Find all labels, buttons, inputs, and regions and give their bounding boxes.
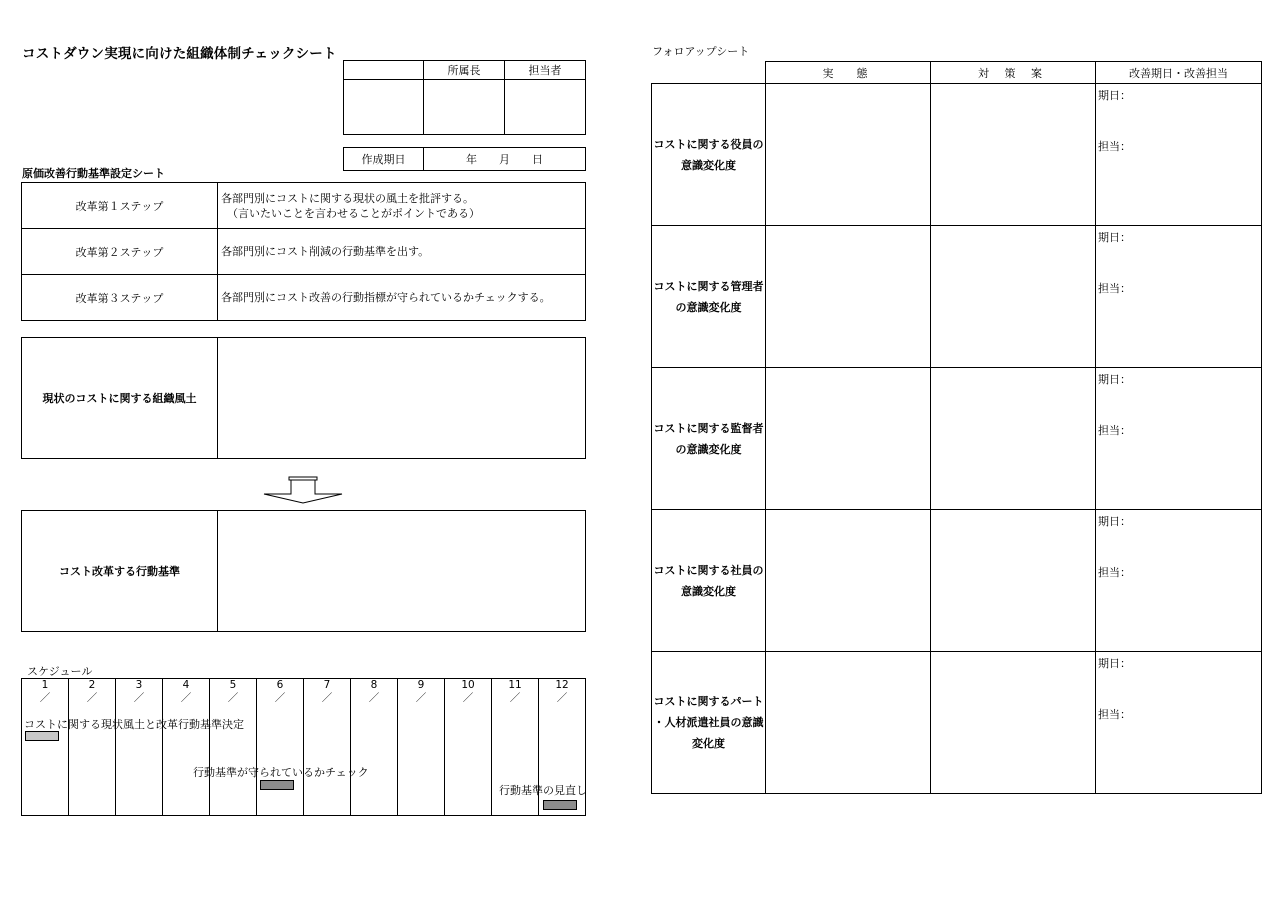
schedule-month-number: 12 [555,679,569,691]
followup-row-label [652,510,766,652]
page-title: コストダウン実現に向けた組織体制チェックシート [22,46,337,62]
schedule-month-slash: ／ [133,692,145,704]
approval-table [343,60,586,135]
schedule-month-number: 8 [370,679,378,691]
schedule-month-body[interactable] [398,707,445,816]
schedule-bar [25,731,59,741]
approval-head-manager: 所属長 [424,61,505,80]
followup-row-label-line: 意識変化度 [681,158,736,172]
schedule-month-cell [492,679,539,708]
followup-deadline-cell[interactable] [1096,510,1262,652]
deadline-label: 期日： [1098,515,1131,528]
current-culture-field[interactable] [218,338,586,459]
owner-label: 担当： [1098,424,1131,437]
schedule-month-number: 1 [41,679,49,691]
schedule-month-body[interactable] [257,707,304,816]
followup-row [652,84,1262,226]
schedule-month-number: 10 [461,679,475,691]
followup-col-plan: 対 策 案 [931,62,1096,84]
followup-title: フォロアップシート [652,45,750,58]
schedule-month-cell [351,679,398,708]
step-description: 各部門別にコスト削減の行動基準を出す。 [218,229,586,275]
schedule-month-slash: ／ [556,692,568,704]
followup-deadline-cell[interactable] [1096,84,1262,226]
followup-actual-cell[interactable] [766,510,931,652]
followup-row-label [652,652,766,794]
schedule-month-slash: ／ [274,692,286,704]
followup-row-label-line: コストに関する社員の [653,563,764,577]
schedule-month-body[interactable] [445,707,492,816]
date-value[interactable]: 年 月 日 [424,148,586,171]
schedule-month-slash: ／ [415,692,427,704]
followup-corner-cell [652,62,766,84]
schedule-month-number: 9 [417,679,425,691]
target-behavior-label: コスト改革する行動基準 [22,511,218,632]
step-desc-line: （言いたいことを言わせることがポイントである） [227,206,480,220]
schedule-month-slash: ／ [462,692,474,704]
schedule-month-cell [116,679,163,708]
followup-row-label-line: 意識変化度 [681,584,736,598]
followup-row [652,510,1262,652]
followup-row-label-line: 変化度 [692,737,725,750]
step-description [218,183,586,229]
followup-row-label [652,84,766,226]
followup-row-label [652,226,766,368]
deadline-label: 期日： [1098,231,1131,244]
approval-cell-manager[interactable] [424,80,505,135]
step-label: 改革第１ステップ [22,183,218,229]
followup-row-label-line: ・人材派遣社員の意識 [653,716,764,729]
deadline-label: 期日： [1098,373,1131,386]
schedule-month-cell [539,679,586,708]
step-description: 各部門別にコスト改善の行動指標が守られているかチェックする。 [218,275,586,321]
approval-cell-staff[interactable] [505,80,586,135]
followup-col-deadline: 改善期日・改善担当 [1096,62,1262,84]
schedule-month-number: 4 [182,679,190,691]
followup-row [652,652,1262,794]
approval-corner-cell [344,61,424,80]
steps-table [21,182,586,321]
schedule-task-label: 行動基準が守られているかチェック [193,766,369,779]
schedule-month-cell [69,679,116,708]
schedule-month-slash: ／ [509,692,521,704]
followup-deadline-cell[interactable] [1096,652,1262,794]
followup-actual-cell[interactable] [766,368,931,510]
schedule-bar [260,780,294,790]
followup-actual-cell[interactable] [766,84,931,226]
schedule-month-body[interactable] [304,707,351,816]
approval-head-staff: 担当者 [505,61,586,80]
schedule-month-slash: ／ [227,692,239,704]
date-label: 作成期日 [344,148,424,171]
schedule-month-number: 6 [276,679,284,691]
target-behavior-field[interactable] [218,511,586,632]
followup-deadline-cell[interactable] [1096,368,1262,510]
section-title: 原価改善行動基準設定シート [22,167,165,180]
date-table [343,147,586,171]
followup-actual-cell[interactable] [766,652,931,794]
schedule-month-cell [257,679,304,708]
followup-row-label [652,368,766,510]
followup-row [652,368,1262,510]
deadline-label: 期日： [1098,89,1131,102]
followup-plan-cell[interactable] [931,652,1096,794]
schedule-month-slash: ／ [321,692,333,704]
schedule-month-cell [22,679,69,708]
schedule-month-body[interactable] [492,707,539,816]
current-culture-table [21,337,586,459]
schedule-task-label: コストに関する現状風土と改革行動基準決定 [24,718,244,731]
schedule-bar [543,800,577,810]
current-culture-label: 現状のコストに関する組織風土 [22,338,218,459]
schedule-month-slash: ／ [368,692,380,704]
schedule-month-slash: ／ [180,692,192,704]
step-row [22,183,586,229]
followup-plan-cell[interactable] [931,84,1096,226]
followup-row-label-line: の意識変化度 [675,300,742,314]
schedule-month-number: 5 [229,679,237,691]
followup-row-label-line: の意識変化度 [675,442,742,456]
followup-row-label-line: コストに関する管理者 [653,279,764,293]
schedule-task-label: 行動基準の見直し [499,784,587,797]
schedule-month-number: 3 [135,679,143,691]
followup-plan-cell[interactable] [931,510,1096,652]
step-row [22,275,586,321]
followup-table [651,61,1262,794]
followup-deadline-cell[interactable] [1096,226,1262,368]
schedule-month-slash: ／ [86,692,98,704]
schedule-month-cell [398,679,445,708]
schedule-title: スケジュール [27,665,93,678]
followup-plan-cell[interactable] [931,226,1096,368]
owner-label: 担当： [1098,708,1131,721]
schedule-month-cell [163,679,210,708]
down-arrow-icon [262,476,344,504]
step-label: 改革第３ステップ [22,275,218,321]
schedule-month-cell [210,679,257,708]
schedule-month-slash: ／ [39,692,51,704]
schedule-month-number: 11 [508,679,522,691]
followup-row [652,226,1262,368]
schedule-month-number: 2 [88,679,96,691]
followup-actual-cell[interactable] [766,226,931,368]
target-behavior-table [21,510,586,632]
schedule-month-cell [445,679,492,708]
step-label: 改革第２ステップ [22,229,218,275]
followup-plan-cell[interactable] [931,368,1096,510]
owner-label: 担当： [1098,566,1131,579]
schedule-month-number: 7 [323,679,331,691]
owner-label: 担当： [1098,140,1131,153]
deadline-label: 期日： [1098,657,1131,670]
step-desc-line: 各部門別にコストに関する現状の風土を批評する。 [221,191,474,205]
followup-col-actual: 実 態 [766,62,931,84]
followup-row-label-line: コストに関するパート [653,695,764,708]
schedule-month-body[interactable] [351,707,398,816]
schedule-month-cell [304,679,351,708]
followup-row-label-line: コストに関する役員の [653,137,764,151]
owner-label: 担当： [1098,282,1131,295]
approval-cell[interactable] [344,80,424,135]
followup-row-label-line: コストに関する監督者 [653,421,764,435]
step-row [22,229,586,275]
